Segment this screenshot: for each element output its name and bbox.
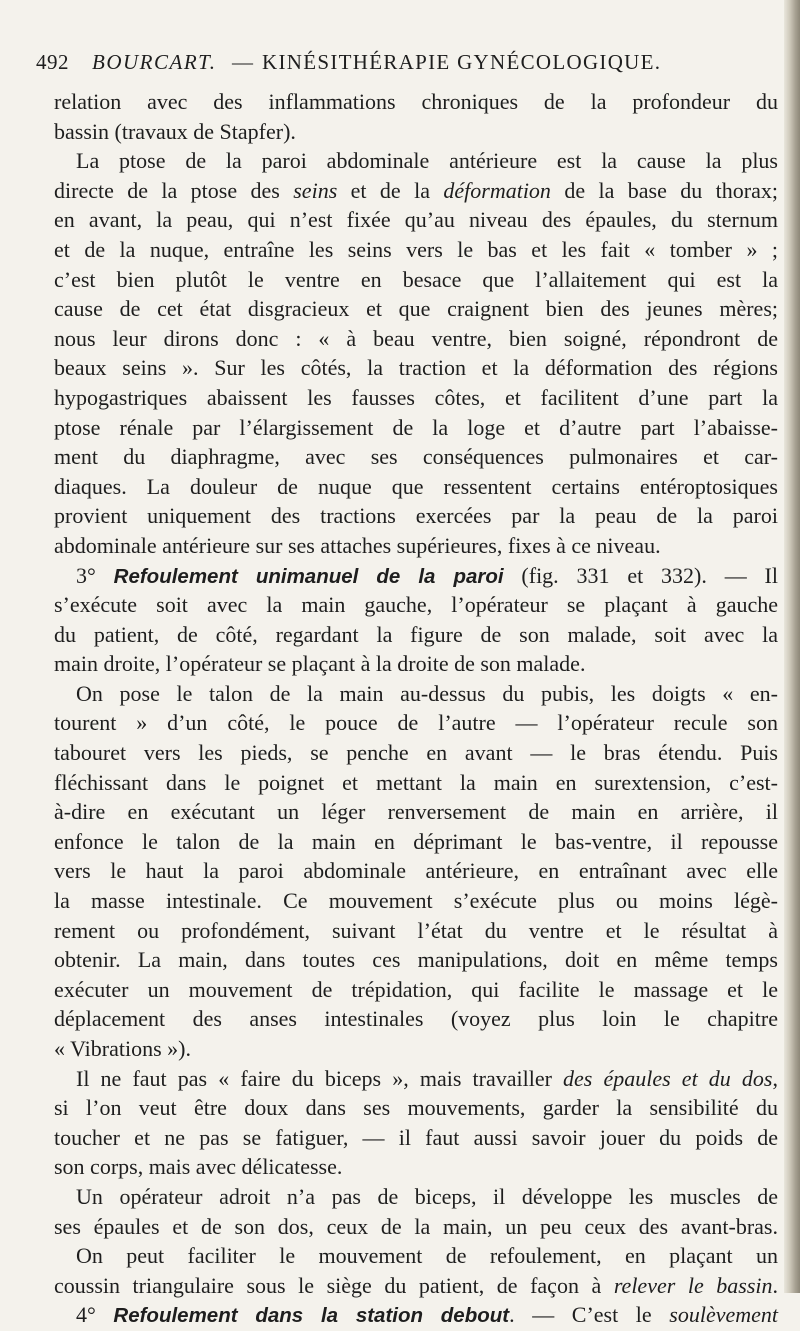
text-run: . — C’est le [509, 1302, 670, 1328]
text-line: On peut faciliter le mouvement de refoulement, en plaçant un [76, 1243, 778, 1269]
text-line: On pose le talon de la main au-dessus du pubis, les doigts « en- [76, 680, 778, 706]
text-run: . [772, 1272, 778, 1298]
text-line: du patient, de côté, regardant la figure de son malade, soit avec la [54, 621, 778, 647]
text-line [54, 1271, 778, 1301]
text-line: à-dire en exécutant un léger renversement de main en arrière, il [54, 799, 778, 825]
italic-text: des épaules et du dos [563, 1065, 773, 1091]
text-line [54, 176, 778, 206]
italic-text: relever le bassin [613, 1272, 773, 1298]
text-line: ptose rénale par l’élargissement de la loge et d’autre part l’abaisse- [54, 414, 778, 440]
text-line: et de la nuque, entraîne les seins vers le bas et les fait « tomber » ; [54, 236, 778, 262]
text-line: La ptose de la paroi abdominale antérieure est la cause la plus [76, 148, 778, 174]
text-line: déplacement des anses intestinales (voyez plus loin le chapitre [54, 1006, 778, 1032]
text-line: vers le haut la paroi abdominale antérieure, en entraînant avec elle [54, 858, 778, 884]
text-run: Il ne faut pas « faire du biceps », mais travailler [76, 1065, 564, 1091]
text-run: 3° [76, 562, 114, 588]
text-line: en avant, la peau, qui n’est fixée qu’au niveau des épaules, du sternum [54, 207, 778, 233]
text-run: 4° [76, 1302, 114, 1328]
text-line: diaques. La douleur de nuque que ressentent certains entéroptosiques [54, 473, 778, 499]
text-line: obtenir. La main, dans toutes ces manipulations, doit en même temps [54, 947, 778, 973]
text-line: cause de cet état disgracieux et que craignent bien des jeunes mères; [54, 296, 778, 322]
text-line: fléchissant dans le poignet et mettant la main en surextension, c’est- [54, 769, 778, 795]
text-run: et de la [337, 177, 444, 203]
section-heading: Refoulement dans la station debout [113, 1304, 510, 1328]
text-line: exécuter un mouvement de trépidation, qui facilite le massage et le [54, 976, 778, 1002]
text-line: tourent » d’un côté, le pouce de l’autre — l’opérateur recule son [54, 710, 778, 736]
text-line: bassin (travaux de Stapfer). [54, 118, 296, 144]
text-line: son corps, mais avec délicatesse. [54, 1154, 343, 1180]
text-line: s’exécute soit avec la main gauche, l’opérateur se plaçant à gauche [54, 592, 778, 618]
text-line: ment du diaphragme, avec ses conséquences pulmonaires et car- [54, 444, 778, 470]
text-line: rement ou profondément, suivant l’état du ventre et le résultat à [54, 917, 778, 943]
italic-text: déformation [443, 177, 551, 203]
text-line: relation avec des inflammations chroniques de la profondeur du [54, 89, 778, 114]
text-line: ses épaules et de son dos, ceux de la main, un peu ceux des avant-bras. [54, 1213, 778, 1239]
page-edge-shadow [784, 0, 800, 1293]
text-line: si l’on veut être doux dans ses mouvements, garder la sensibilité du [54, 1095, 778, 1121]
text-line: toucher et ne pas se fatiguer, — il faut aussi savoir jouer du poids de [54, 1124, 778, 1150]
header-author: BOURCART. [92, 50, 217, 74]
header-title: KINÉSITHÉRAPIE GYNÉCOLOGIQUE. [262, 50, 662, 74]
text-run: directe de la ptose des [54, 177, 294, 203]
text-line: Un opérateur adroit n’a pas de biceps, il développe les muscles de [76, 1183, 778, 1209]
running-header [36, 50, 776, 80]
text-run: , [772, 1065, 778, 1091]
body-text [54, 87, 778, 1330]
text-line [54, 1064, 778, 1094]
text-line: beaux seins ». Sur les côtés, la traction et la déformation des régions [54, 355, 778, 381]
section-heading: Refoulement unimanuel de la paroi [113, 564, 504, 588]
text-run: de la base du thorax; [550, 177, 778, 203]
text-line: tabouret vers les pieds, se penche en avant — le bras étendu. Puis [54, 740, 778, 766]
text-line: c’est bien plutôt le ventre en besace que l’allaitement qui est la [54, 266, 778, 292]
text-line: la masse intestinale. Ce mouvement s’exécute plus ou moins légè- [54, 888, 778, 914]
text-run: (fig. 331 et 332). — Il [503, 562, 778, 588]
italic-text: soulèvement [669, 1302, 778, 1328]
text-line: « Vibrations »). [54, 1036, 191, 1061]
text-line: abdominale antérieure sur ses attaches supérieures, fixes à ce niveau. [54, 532, 661, 558]
text-line: hypogastriques abaissent les fausses côtes, et facilitent d’une part la [54, 384, 778, 410]
header-dash: — [232, 50, 254, 74]
italic-text: seins [293, 177, 338, 203]
text-line: nous leur dirons donc : « à beau ventre, bien soigné, répondront de [54, 325, 778, 351]
text-line: provient uniquement des tractions exercées par la peau de la paroi [54, 503, 778, 529]
text-line: main droite, l’opérateur se plaçant à la droite de son malade. [54, 651, 586, 677]
text-line [54, 561, 778, 591]
text-line [54, 1300, 778, 1330]
text-run: coussin triangulaire sous le siège du patient, de façon à [54, 1272, 614, 1298]
page-number: 492 [36, 50, 69, 74]
text-line: enfonce le talon de la main en déprimant le bas-ventre, il repousse [54, 828, 778, 854]
